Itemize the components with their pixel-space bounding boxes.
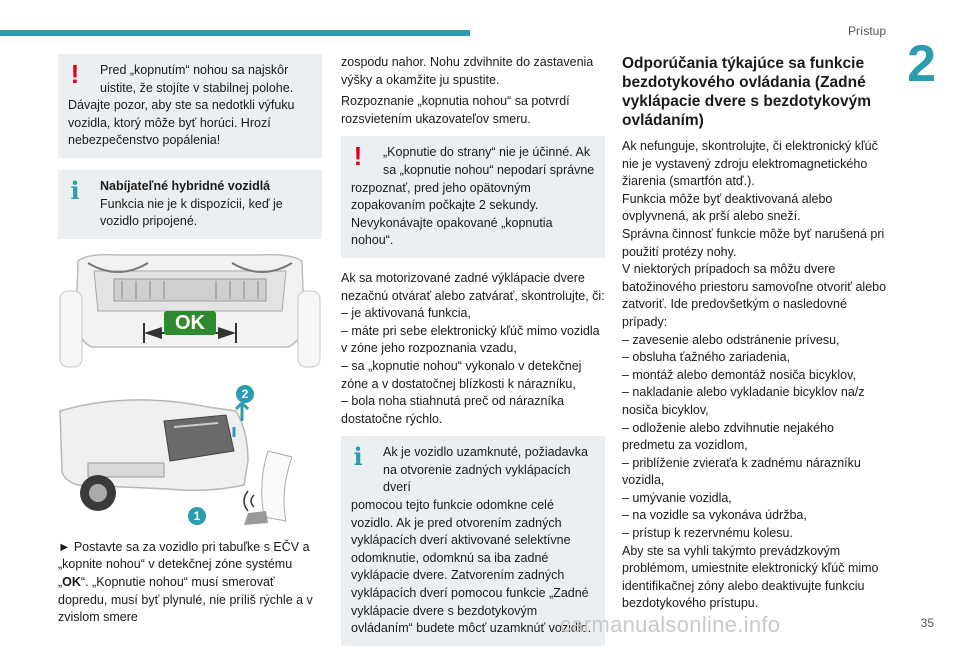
col3-para-5: Aby ste sa vyhli takýmto prevádzkovým problémom, umiestnite elektronický kľúč mimo identifikačnej zóny alebo deaktivujte funkciu bezdotykového prístupu. bbox=[622, 543, 879, 611]
list-item: – obsluha ťažného zariadenia, bbox=[622, 350, 791, 365]
col2-para-1: zospodu nahor. Nohu zdvihnite do zastavenia výšky a okamžite ju spustite. bbox=[341, 55, 594, 87]
list-item: – je aktivovaná funkcia, bbox=[341, 306, 471, 321]
warning-box-2 bbox=[341, 136, 605, 258]
col2-para-3: Ak sa motorizované zadné výklápacie dvere nezačnú otvárať alebo zatvárať, skontrolujte, či: bbox=[341, 270, 605, 303]
rear-bumper-svg bbox=[58, 251, 322, 369]
instruction-text-post: “. „Kopnutie nohou“ musí smerovať dopredu, musí byť plynulé, nie príliš rýchle a v zvislom smere bbox=[58, 574, 313, 625]
header-accent-bar bbox=[0, 30, 470, 36]
list-item: – zavesenie alebo odstránenie prívesu, bbox=[622, 332, 840, 347]
col3-para-1: Ak nefunguje, skontrolujte, či elektronický kľúč nie je vystavený zdroju elektromagnetického žiarenia (smartfón atď.). bbox=[622, 139, 878, 189]
callout-2-badge: 2 bbox=[236, 385, 254, 403]
watermark: carmanualsonline.info bbox=[560, 612, 781, 637]
info-text: Funkcia nie je k dispozícii, keď je vozidlo pripojené. bbox=[100, 196, 283, 229]
page-number: 35 bbox=[920, 616, 934, 630]
col3-para-2: Funkcia môže byť deaktivovaná alebo ovplyvnená, ak prší alebo sneží. bbox=[622, 191, 833, 224]
section-label: Prístup bbox=[847, 24, 886, 38]
warning-box-1 bbox=[58, 54, 322, 158]
column-2 bbox=[341, 54, 605, 658]
info-title: Nabíjateľné hybridné vozidlá bbox=[100, 178, 271, 193]
list-item: – sa „kopnutie nohou“ vykonalo v detekčnej zóne a v dostatočnej blízkosti k nárazníku, bbox=[341, 358, 582, 391]
chapter-number: 2 bbox=[907, 35, 936, 93]
warning-text: rozpoznať, pred jeho opätovným zopakovaním počkajte 2 sekundy. Nevykonávajte opakované „kopnutia nohou“. bbox=[351, 180, 553, 248]
list-item: – umývanie vozidla, bbox=[622, 490, 732, 505]
check-list bbox=[341, 305, 605, 428]
instruction-ok: OK bbox=[62, 574, 81, 589]
cases-list bbox=[622, 332, 890, 543]
warning-icon: ! bbox=[353, 141, 363, 172]
info-lead: Ak je vozidlo uzamknuté, požiadavka na otvorenie zadných vyklápacích dverí bbox=[383, 445, 588, 495]
foot-kick-illustration bbox=[58, 381, 322, 533]
callout-1-badge: 1 bbox=[188, 507, 206, 525]
info-box-1 bbox=[58, 170, 322, 239]
ok-zone-label: OK bbox=[164, 311, 216, 335]
list-item: – máte pri sebe elektronický kľúč mimo vozidla v zóne jeho rozpoznania vzadu, bbox=[341, 323, 600, 356]
list-item: – nakladanie alebo vykladanie bicyklov na/z nosiča bicyklov, bbox=[622, 385, 865, 417]
col3-para-4: V niektorých prípadoch sa môžu dvere batožinového priestoru samovoľne otvoriť alebo zatvoriť. Ide predovšetkým o nasledovné prípady: bbox=[622, 262, 887, 329]
kick-instruction bbox=[58, 539, 322, 627]
list-item: – prístup k rezervnému kolesu. bbox=[622, 526, 793, 541]
column-1 bbox=[58, 54, 322, 631]
warning-text: Dávajte pozor, aby ste sa nedotkli výfuku vozidla, ktorý môže byť horúci. Hrozí nebezpečenstvo popálenia! bbox=[68, 98, 295, 148]
warning-lead: „Kopnutie do strany“ nie je účinné. Ak sa „kopnutie nohou“ nepodarí správne bbox=[383, 145, 595, 177]
info-icon: i bbox=[70, 175, 80, 205]
instruction-text-pre: ► Postavte sa za vozidlo pri tabuľke s EČV a „kopnite nohou“ v detekčnej zóne systému „ bbox=[58, 539, 310, 589]
warning-icon: ! bbox=[70, 59, 80, 89]
col2-para-2: Rozpoznanie „kopnutia nohou“ sa potvrdí rozsvietením ukazovateľov smeru. bbox=[341, 94, 570, 126]
warning-lead: Pred „kopnutím“ nohou sa najskôr uistite, že stojíte v stabilnej polohe. bbox=[100, 63, 294, 95]
rear-bumper-illustration bbox=[58, 251, 322, 369]
col3-para-3: Správna činnosť funkcie môže byť narušená pri použití protézy nohy. bbox=[622, 226, 885, 259]
list-item: – bola noha stiahnutá preč od nárazníka dostatočne rýchlo. bbox=[341, 394, 565, 426]
list-item: – odloženie alebo zdvihnutie nejakého predmetu za vozidlom, bbox=[622, 420, 834, 453]
list-item: – priblíženie zvieraťa k zadnému nárazníku vozidla, bbox=[622, 455, 861, 488]
list-item: – montáž alebo demontáž nosiča bicyklov, bbox=[622, 367, 856, 382]
list-item: – na vozidle sa vykonáva údržba, bbox=[622, 508, 807, 523]
recommendations-heading: Odporúčania týkajúce sa funkcie bezdotykového ovládania (Zadné vyklápacie dvere s bezdotykovým ovládaním) bbox=[622, 55, 871, 129]
column-3 bbox=[622, 54, 890, 613]
info-text: pomocou tejto funkcie odomkne celé vozidlo. Ak je pred otvorením zadných vyklápacích dverí aktivované selektívne odomknutie, odomknú sa iba zadné vyklápacie dvere. Zatvorením zadných vyklápacích dverí pomocou funkcie „Zadné vyklápacie dvere s bezdotykovým ovládaním“ budete môcť uzamknúť vozidlo. bbox=[351, 498, 592, 636]
info-icon: i bbox=[353, 442, 363, 472]
